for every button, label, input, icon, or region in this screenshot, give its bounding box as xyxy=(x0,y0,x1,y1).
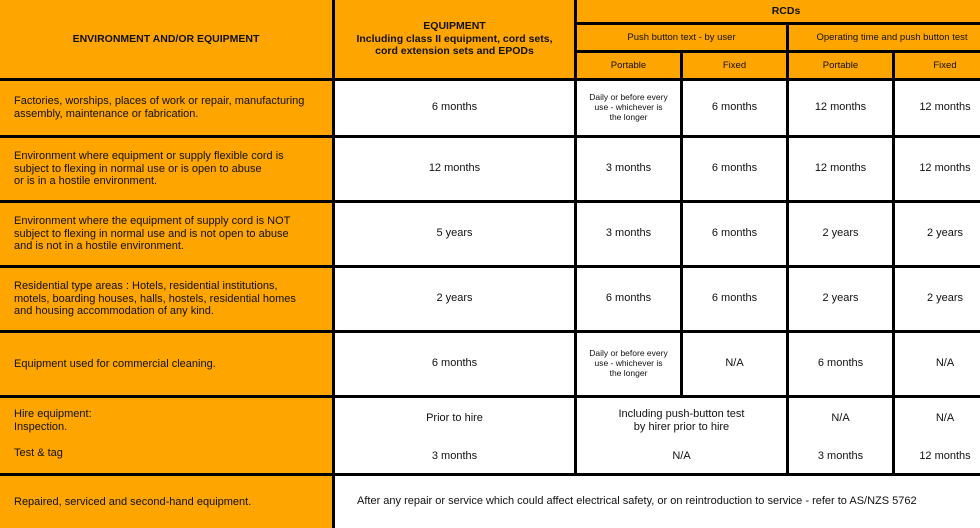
header-fixed xyxy=(683,53,786,78)
hire-inspection-label: Inspection. xyxy=(14,421,68,434)
header-environment xyxy=(0,0,332,78)
row-repaired-environment: Repaired, serviced and second-hand equipment. xyxy=(0,476,332,528)
cell-op-fixed: 2 years xyxy=(895,268,980,330)
row-environment-line: subject to flexing in normal use or is open to abuse xyxy=(14,162,262,175)
row-environment xyxy=(0,138,332,200)
hire-op-fixed-test: 12 months xyxy=(919,449,971,462)
hire-equipment-inspection: Prior to hire xyxy=(426,412,483,424)
cell-push-fixed: 6 months xyxy=(683,203,786,265)
header-rcds-text: RCDs xyxy=(771,4,801,17)
cell-push-fixed: N/A xyxy=(683,333,786,395)
row-environment-line: or is in a hostile environment. xyxy=(14,175,158,188)
hire-op-portable-test: 3 months xyxy=(817,449,864,462)
cell-push-portable: 3 months xyxy=(577,203,680,265)
header-rcds xyxy=(577,0,980,22)
cell-equipment: 12 months xyxy=(335,138,574,200)
hire-test-tag-label: Test & tag xyxy=(14,447,63,460)
row-environment-line: and housing accommodation of any kind. xyxy=(14,305,214,318)
row-environment-line: motels, boarding houses, halls, hostels, residential homes xyxy=(14,292,296,305)
header-fixed-text: Fixed xyxy=(933,59,957,71)
hire-label: Hire equipment: xyxy=(14,408,92,420)
hire-push-text xyxy=(619,408,745,434)
header-equipment-subtitle: Including class II equipment, cord sets, xyxy=(356,32,553,45)
header-operating-time xyxy=(789,25,980,50)
cell-op-portable: 12 months xyxy=(789,138,892,200)
hire-op-fixed-inspection: N/A xyxy=(935,412,955,424)
cell-text-line: Daily or before every xyxy=(589,92,668,103)
header-equipment-subtitle: cord extension sets and EPODs xyxy=(375,45,534,58)
hire-op-portable-inspection: N/A xyxy=(831,412,850,424)
row-environment-line: Environment where the equipment of supply cord is NOT xyxy=(14,215,291,228)
header-portable-text: Portable xyxy=(822,59,859,71)
row-environment-line: subject to flexing in normal use and is not open to abuse xyxy=(14,227,289,240)
row-environment-line: Residential type areas : Hotels, residential institutions, xyxy=(14,280,278,293)
cell-op-portable: 12 months xyxy=(789,81,892,135)
row-environment xyxy=(0,203,332,265)
header-portable xyxy=(577,53,680,78)
cell-repaired-note: After any repair or service which could affect electrical safety, or on reintroduction to service - refer to AS/NZS 5762 xyxy=(335,476,980,528)
cell-text-line: use - whichever is xyxy=(594,358,663,369)
cell-equipment: 6 months xyxy=(335,81,574,135)
header-push-button-user xyxy=(577,25,786,50)
cell-equipment: 5 years xyxy=(335,203,574,265)
header-fixed-text: Fixed xyxy=(722,59,747,71)
cell-op-fixed: N/A xyxy=(895,333,980,395)
cell-op-portable: 6 months xyxy=(789,333,892,395)
cell-op-portable: 2 years xyxy=(789,268,892,330)
cell-equipment: 6 months xyxy=(335,333,574,395)
hire-push-test: N/A xyxy=(672,449,691,462)
row-hire-environment xyxy=(0,398,332,473)
row-environment: Equipment used for commercial cleaning. xyxy=(0,333,332,395)
hire-equipment-test: 3 months xyxy=(431,449,478,462)
cell-op-fixed: 2 years xyxy=(895,203,980,265)
header-environment-text: ENVIRONMENT AND/OR EQUIPMENT xyxy=(72,32,260,45)
header-push-button-user-text: Push button text - by user xyxy=(627,31,736,43)
cell-hire-push-button xyxy=(577,398,786,473)
row-environment-line: and is not in a hostile environment. xyxy=(14,240,184,253)
cell-push-fixed: 6 months xyxy=(683,81,786,135)
hire-push-line: Including push-button test xyxy=(618,408,745,420)
cell-hire-op-fixed xyxy=(895,398,980,473)
cell-push-fixed: 6 months xyxy=(683,138,786,200)
cell-text-line: use - whichever is xyxy=(594,102,663,113)
cell-text-line: Daily or before every xyxy=(589,348,668,359)
header-portable-text: Portable xyxy=(610,59,647,71)
cell-push-fixed: 6 months xyxy=(683,268,786,330)
header-portable xyxy=(789,53,892,78)
cell-op-fixed: 12 months xyxy=(895,138,980,200)
cell-push-portable: 6 months xyxy=(577,268,680,330)
row-environment-line: Factories, worships, places of work or repair, manufacturing xyxy=(14,95,305,108)
cell-push-portable: 3 months xyxy=(577,138,680,200)
cell-push-portable xyxy=(577,333,680,395)
header-operating-time-text: Operating time and push button test xyxy=(816,31,968,43)
cell-op-portable: 2 years xyxy=(789,203,892,265)
row-environment-line: Environment where equipment or supply flexible cord is xyxy=(14,150,284,163)
cell-op-fixed: 12 months xyxy=(895,81,980,135)
header-equipment xyxy=(335,0,574,78)
row-environment xyxy=(0,81,332,135)
header-fixed xyxy=(895,53,980,78)
hire-push-line: by hirer prior to hire xyxy=(633,421,730,434)
cell-hire-op-portable xyxy=(789,398,892,473)
row-environment-line: assembly, maintenance or fabrication. xyxy=(14,108,199,120)
cell-equipment: 2 years xyxy=(335,268,574,330)
cell-text-line: the longer xyxy=(609,367,648,378)
cell-hire-equipment xyxy=(335,398,574,473)
header-equipment-title: EQUIPMENT xyxy=(423,20,486,33)
cell-text-line: the longer xyxy=(609,111,648,122)
cell-push-portable xyxy=(577,81,680,135)
row-environment xyxy=(0,268,332,330)
